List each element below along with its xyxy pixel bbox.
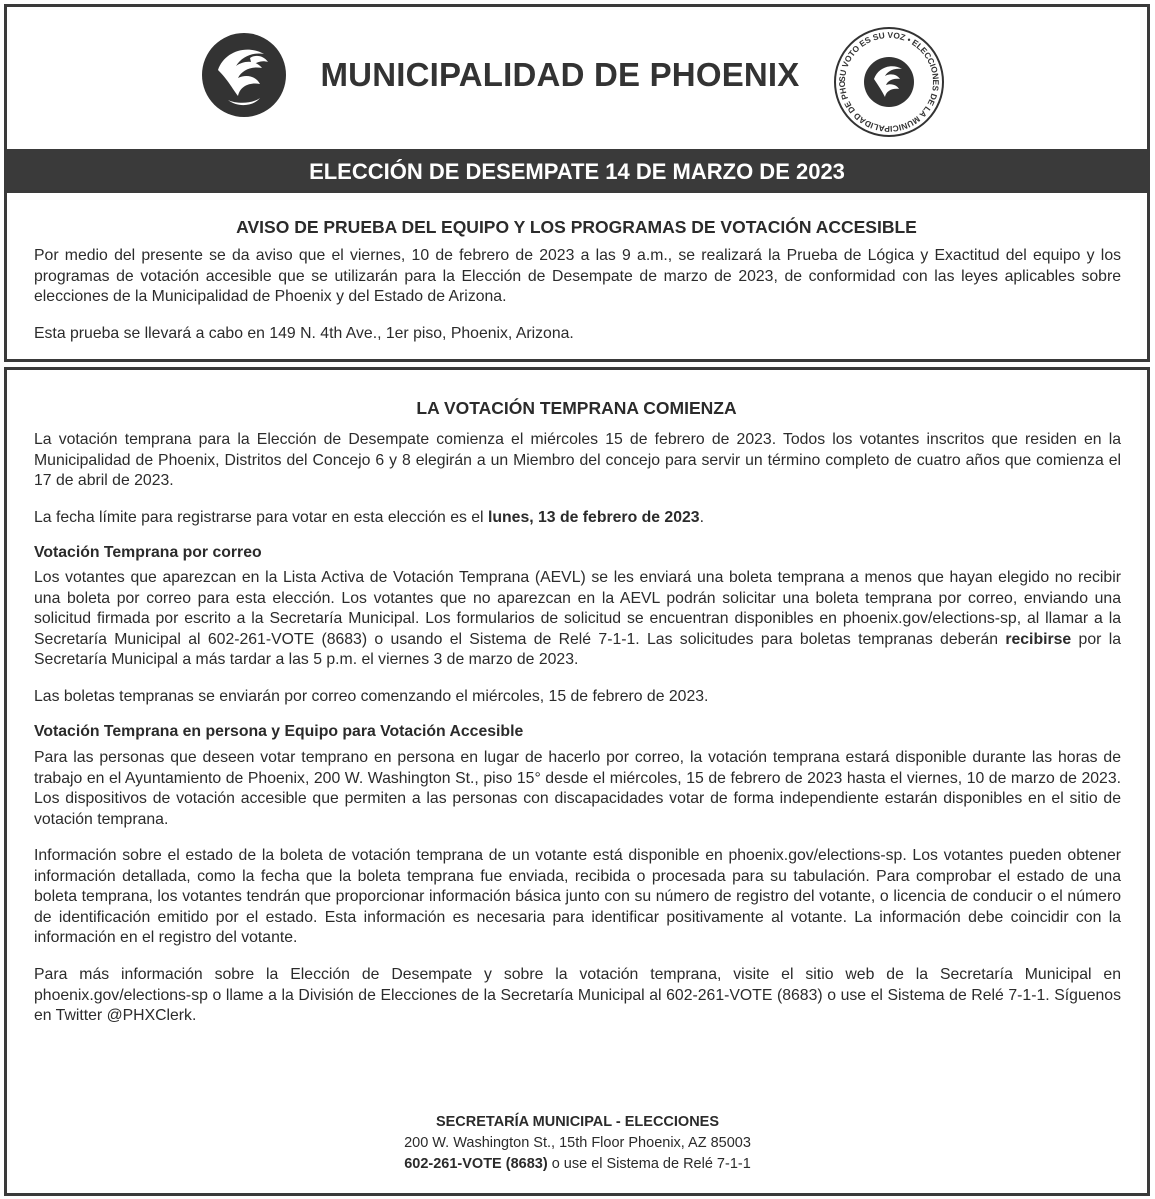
deadline-suffix: . (699, 509, 704, 526)
mail-voting-paragraph (34, 568, 1121, 671)
early-voting-paragraph: La votación temprana para la Elección de Desempate comienza el miércoles 15 de febrero de 2023. Todos los votantes inscritos que residen en la Municipalidad de Phoenix, Distritos del Concejo 6 y 8 elegirán a un Miembro del concejo para servir un término completo de cuatro años que comienza el 17 de abril de 2023. (34, 431, 1121, 490)
footer-phone-number: 602-261-VOTE (8683) (404, 1156, 548, 1172)
phoenix-logo-icon (198, 30, 290, 120)
more-info-paragraph: Para más información sobre la Elección de Desempate y sobre la votación temprana, visite el sitio web de la Secretaría Municipal en phoenix.gov/elections-sp o llame a la División de Elecciones de la Secretaría Municipal al 602-261-VOTE (8683) o use el Sistema de Relé 7-1-1. Síguenos en Twitter @PHXClerk. (34, 966, 1121, 1025)
deadline-date: lunes, 13 de febrero de 2023 (487, 509, 700, 526)
seal-text: SU VOTO ES SU VOZ • ELECCIONES DE LA MUNICIPALIDAD DE PHO (836, 29, 942, 135)
notice-paragraph-1: Por medio del presente se da aviso que el viernes, 10 de febrero de 2023 a las 9 a.m., se realizará la Prueba de Lógica y Exactitud del equipo y los programas de votación accesible que se utilizarán para la Elección de Desempate de marzo de 2023, de conformidad con las leyes aplicables sobre elecciones de la Municipalidad de Phoenix y del Estado de Arizona. (34, 247, 1121, 306)
notice-paragraph-2: Esta prueba se llevará a cabo en 149 N. 4th Ave., 1er piso, Phoenix, Arizona. (34, 325, 574, 342)
in-person-title: Votación Temprana en persona y Equipo para Votación Accesible (34, 723, 524, 740)
notice-heading: AVISO DE PRUEBA DEL EQUIPO Y LOS PROGRAMAS DE VOTACIÓN ACCESIBLE (236, 217, 917, 237)
footer-address: 200 W. Washington St., 15th Floor Phoenix, AZ 85003 (404, 1135, 751, 1151)
footer-phone (0, 1154, 1155, 1175)
election-seal-icon (830, 23, 948, 141)
footer-phone-suffix: o use el Sistema de Relé 7-1-1 (547, 1156, 751, 1172)
banner-title: ELECCIÓN DE DESEMPATE 14 DE MARZO DE 2023 (309, 159, 845, 184)
city-title: MUNICIPALIDAD DE PHOENIX (320, 56, 800, 93)
registration-deadline (34, 508, 1121, 529)
footer-office: SECRETARÍA MUNICIPAL - ELECCIONES (435, 1114, 720, 1130)
mail-paragraph-text: Los votantes que aparezcan en la Lista Activa de Votación Temprana (AEVL) se les enviará una boleta temprana a menos que hayan elegido no recibir una boleta por correo para esta elección. Los votantes que no aparezcan en la AEVL podrán solicitar una boleta temprana por correo, enviando una solicitud firmada por escrito a la Secretaría Municipal. Los formularios de solicitud se encuentran disponibles en phoenix.gov/elections-sp, al llamar a la Secretaría Municipal al 602-261-VOTE (8683) o usando el Sistema de Relé 7-1-1. Las solicitudes para boletas tempranas deberán (34, 569, 1121, 648)
mail-voting-title: Votación Temprana por correo (34, 544, 262, 561)
in-person-paragraph: Para las personas que deseen votar temprano en persona en lugar de hacerlo por correo, la votación temprana estará disponible durante las horas de trabajo en el Ayuntamiento de Phoenix, 200 W. Washington St., piso 15° desde el miércoles, 15 de febrero de 2023 hasta el viernes, 10 de marzo de 2023. Los dispositivos de votación accesible que permiten a las personas con discapacidades votar de forma independiente estarán disponibles en el sitio de votación temprana. (34, 749, 1121, 828)
election-banner (4, 149, 1150, 193)
footer-contact (0, 1112, 1155, 1175)
deadline-prefix: La fecha límite para registrarse para votar en esta elección es el (34, 509, 488, 526)
mail-paragraph-bold: recibirse (1005, 630, 1072, 648)
early-voting-heading: LA VOTACIÓN TEMPRANA COMIENZA (416, 398, 737, 418)
mail-paragraph-suffix: por la Secretaría Municipal a más tardar a las 5 p.m. el viernes 3 de marzo de 2023. (34, 630, 1121, 669)
mail-ballots-sent: Las boletas tempranas se enviarán por correo comenzando el miércoles, 15 de febrero de 2023. (34, 688, 709, 705)
ballot-status-paragraph: Información sobre el estado de la boleta de votación temprana de un votante está disponible en phoenix.gov/elections-sp. Los votantes pueden obtener información detallada, como la fecha que la boleta temprana fue enviada, recibida o procesada para su tabulación. Para comprobar el estado de una boleta temprana, los votantes tendrán que proporcionar información básica junto con su número de registro del votante, o licencia de conducir o el número de identificación emitido por el estado. Esta información es necesaria para identificar positivamente al votante. La información debe coincidir con la información en el registro del votante. (34, 847, 1121, 947)
